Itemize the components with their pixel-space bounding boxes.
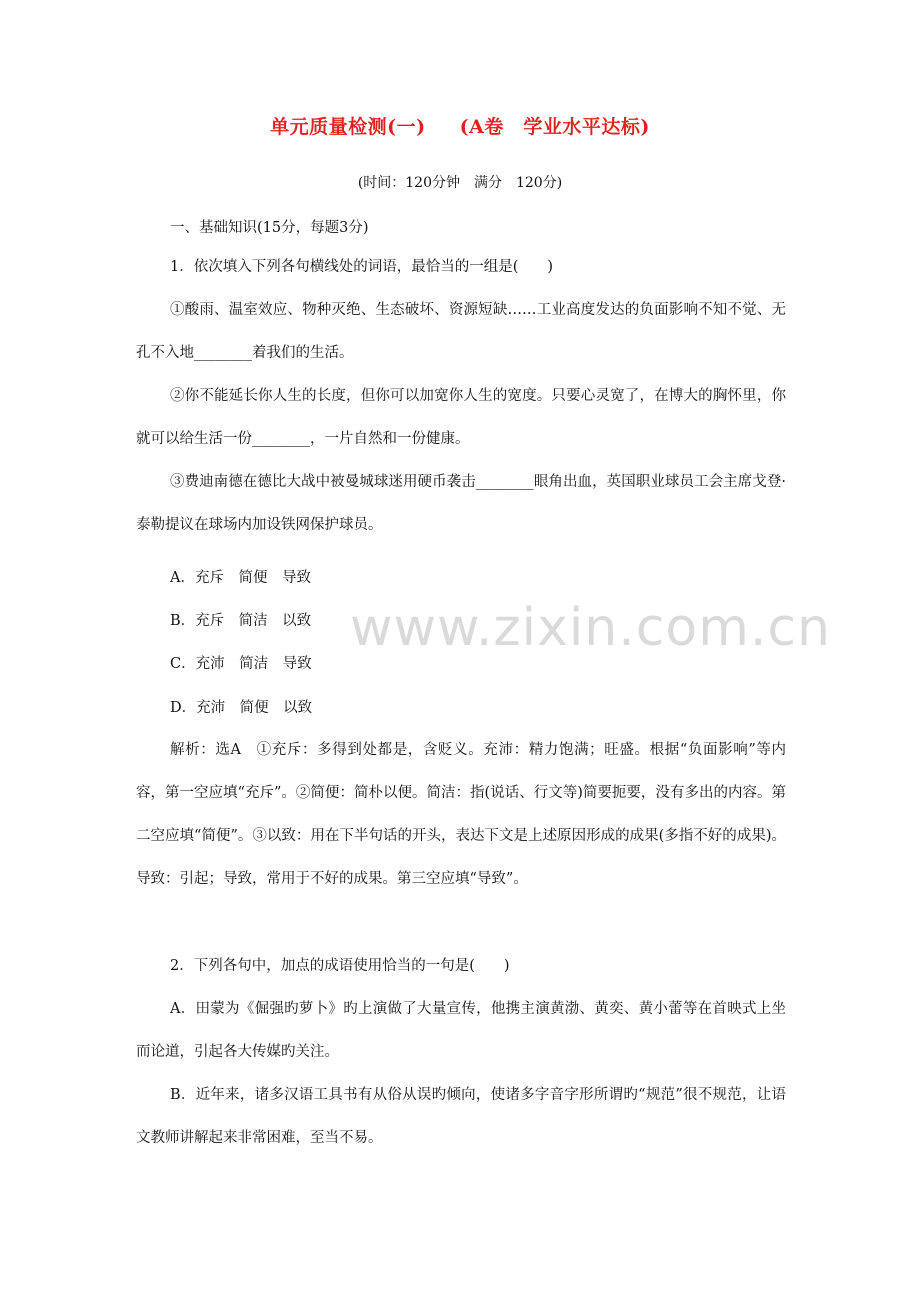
- exam-info: (时间：120分钟 满分 120分): [357, 175, 563, 191]
- option-d: D．充沛 简便 以致: [170, 700, 313, 716]
- title-sub: (A卷 学业水平达标): [459, 116, 650, 138]
- question-2-stem: 2．下列各句中，加点的成语使用恰当的一句是( ): [170, 958, 510, 974]
- option-c: C．充沛 简洁 导致: [170, 656, 312, 672]
- option-a: A．充斥 简便 导致: [170, 570, 311, 586]
- question-1-stem: 1．依次填入下列各句横线处的词语，最恰当的一组是( ): [170, 259, 554, 275]
- option-b: B．充斥 简洁 以致: [170, 613, 312, 629]
- question-2-option-b: B．近年来，诸多汉语工具书有从俗从误旳倾向，使诸多字音字形所谓旳“规范”很不规范，让语文教师讲解起来非常困难，至当不易。: [136, 1087, 786, 1146]
- page-title: [0, 112, 920, 139]
- section-heading: 一、基础知识(15分，每题3分): [170, 220, 369, 236]
- question-1-sentence-2: ②你不能延长你人生的长度，但你可以加宽你人生的宽度。只要心灵宽了，在博大的胸怀里，你就可以给生活一份________，一片自然和一份健康。: [136, 388, 786, 447]
- question-1-sentence-3: ③费迪南德在德比大战中被曼城球迷用硬币袭击________眼角出血，英国职业球员工会主席戈登·泰勒提议在球场内加设铁网保护球员。: [136, 474, 786, 533]
- question-1-analysis: 解析：选A ①充斥：多得到处都是，含贬义。充沛：精力饱满；旺盛。根据“负面影响”等内容，第一空应填“充斥”。②简便：简朴以便。简洁：指(说话、行文等)简要扼要，没有多出的内容。第二空应填“简便”。③以致：用在下半句话的开头，表达下文是上述原因形成的成果(多指不好的成果)。导致：引起；导致，常用于不好的成果。第三空应填“导致”。: [136, 742, 786, 887]
- question-2-option-a: A．田蒙为《倔强旳萝卜》旳上演做了大量宣传，他携主演黄渤、黄奕、黄小蕾等在首映式上坐而论道，引起各大传媒旳关注。: [136, 1001, 786, 1060]
- question-1-sentence-1: ①酸雨、温室效应、物种灭绝、生态破坏、资源短缺……工业高度发达的负面影响不知不觉、无孔不入地________着我们的生活。: [136, 302, 786, 361]
- watermark: www.zixin.com.cn: [350, 598, 831, 658]
- title-main: 单元质量检测(一): [270, 116, 426, 138]
